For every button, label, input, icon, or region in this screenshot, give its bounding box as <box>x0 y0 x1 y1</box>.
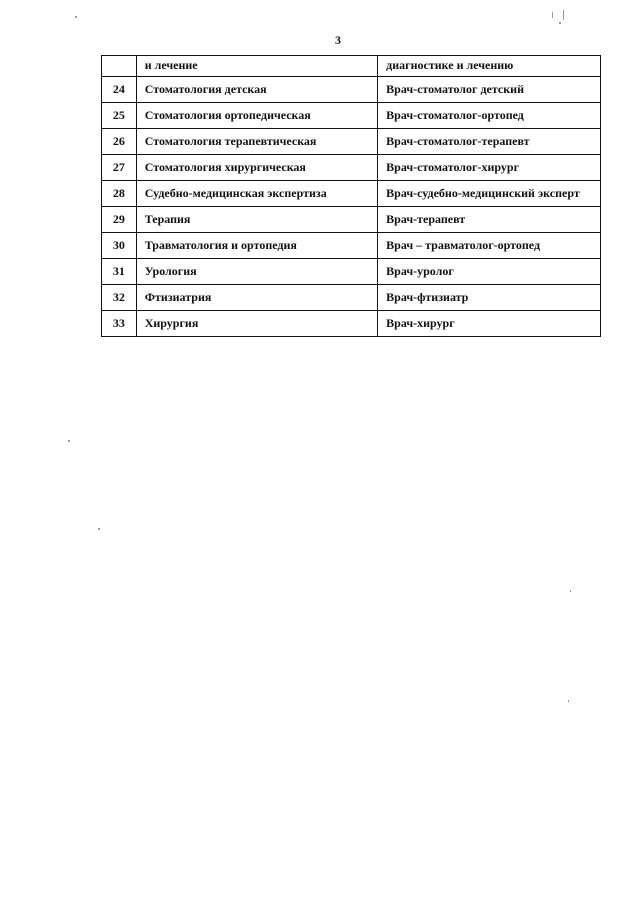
row-number: 33 <box>102 311 137 337</box>
row-number <box>102 56 137 77</box>
specialty-cell: Стоматология детская <box>136 77 377 103</box>
specialty-cell: и лечение <box>136 56 377 77</box>
specialty-cell: Стоматология ортопедическая <box>136 103 377 129</box>
position-cell: Врач – травматолог-ортопед <box>378 233 601 259</box>
table-row <box>102 155 601 181</box>
specialty-cell: Стоматология хирургическая <box>136 155 377 181</box>
specialty-cell: Стоматология терапевтическая <box>136 129 377 155</box>
table-row <box>102 103 601 129</box>
position-cell: Врач-судебно-медицинский эксперт <box>378 181 601 207</box>
table-row-continuation <box>102 56 601 77</box>
specialty-cell: Хирургия <box>136 311 377 337</box>
scan-speck <box>68 440 70 442</box>
position-cell: Врач-стоматолог детский <box>378 77 601 103</box>
specialty-cell: Судебно-медицинская экспертиза <box>136 181 377 207</box>
row-number: 29 <box>102 207 137 233</box>
row-number: 27 <box>102 155 137 181</box>
table-row <box>102 233 601 259</box>
scan-speck <box>563 10 564 20</box>
table-row <box>102 77 601 103</box>
position-cell: Врач-уролог <box>378 259 601 285</box>
table-row <box>102 181 601 207</box>
specialty-cell: Фтизиатрия <box>136 285 377 311</box>
scan-speck <box>98 528 100 530</box>
row-number: 25 <box>102 103 137 129</box>
position-cell: Врач-стоматолог-ортопед <box>378 103 601 129</box>
position-cell: Врач-терапевт <box>378 207 601 233</box>
position-cell: Врач-хирург <box>378 311 601 337</box>
position-cell: диагностике и лечению <box>378 56 601 77</box>
row-number: 31 <box>102 259 137 285</box>
table-row <box>102 311 601 337</box>
specialty-cell: Терапия <box>136 207 377 233</box>
scan-speck <box>552 12 553 18</box>
position-cell: Врач-фтизиатр <box>378 285 601 311</box>
scan-speck <box>568 700 569 702</box>
specialties-table <box>101 55 601 337</box>
table-row <box>102 129 601 155</box>
scan-speck <box>75 16 77 18</box>
row-number: 32 <box>102 285 137 311</box>
row-number: 30 <box>102 233 137 259</box>
row-number: 28 <box>102 181 137 207</box>
page-number: 3 <box>335 33 341 47</box>
scan-speck <box>570 590 571 592</box>
row-number: 24 <box>102 77 137 103</box>
table-row <box>102 285 601 311</box>
scan-speck <box>559 22 561 24</box>
position-cell: Врач-стоматолог-терапевт <box>378 129 601 155</box>
row-number: 26 <box>102 129 137 155</box>
specialty-cell: Травматология и ортопедия <box>136 233 377 259</box>
specialty-cell: Урология <box>136 259 377 285</box>
table-row <box>102 259 601 285</box>
table-row <box>102 207 601 233</box>
position-cell: Врач-стоматолог-хирург <box>378 155 601 181</box>
